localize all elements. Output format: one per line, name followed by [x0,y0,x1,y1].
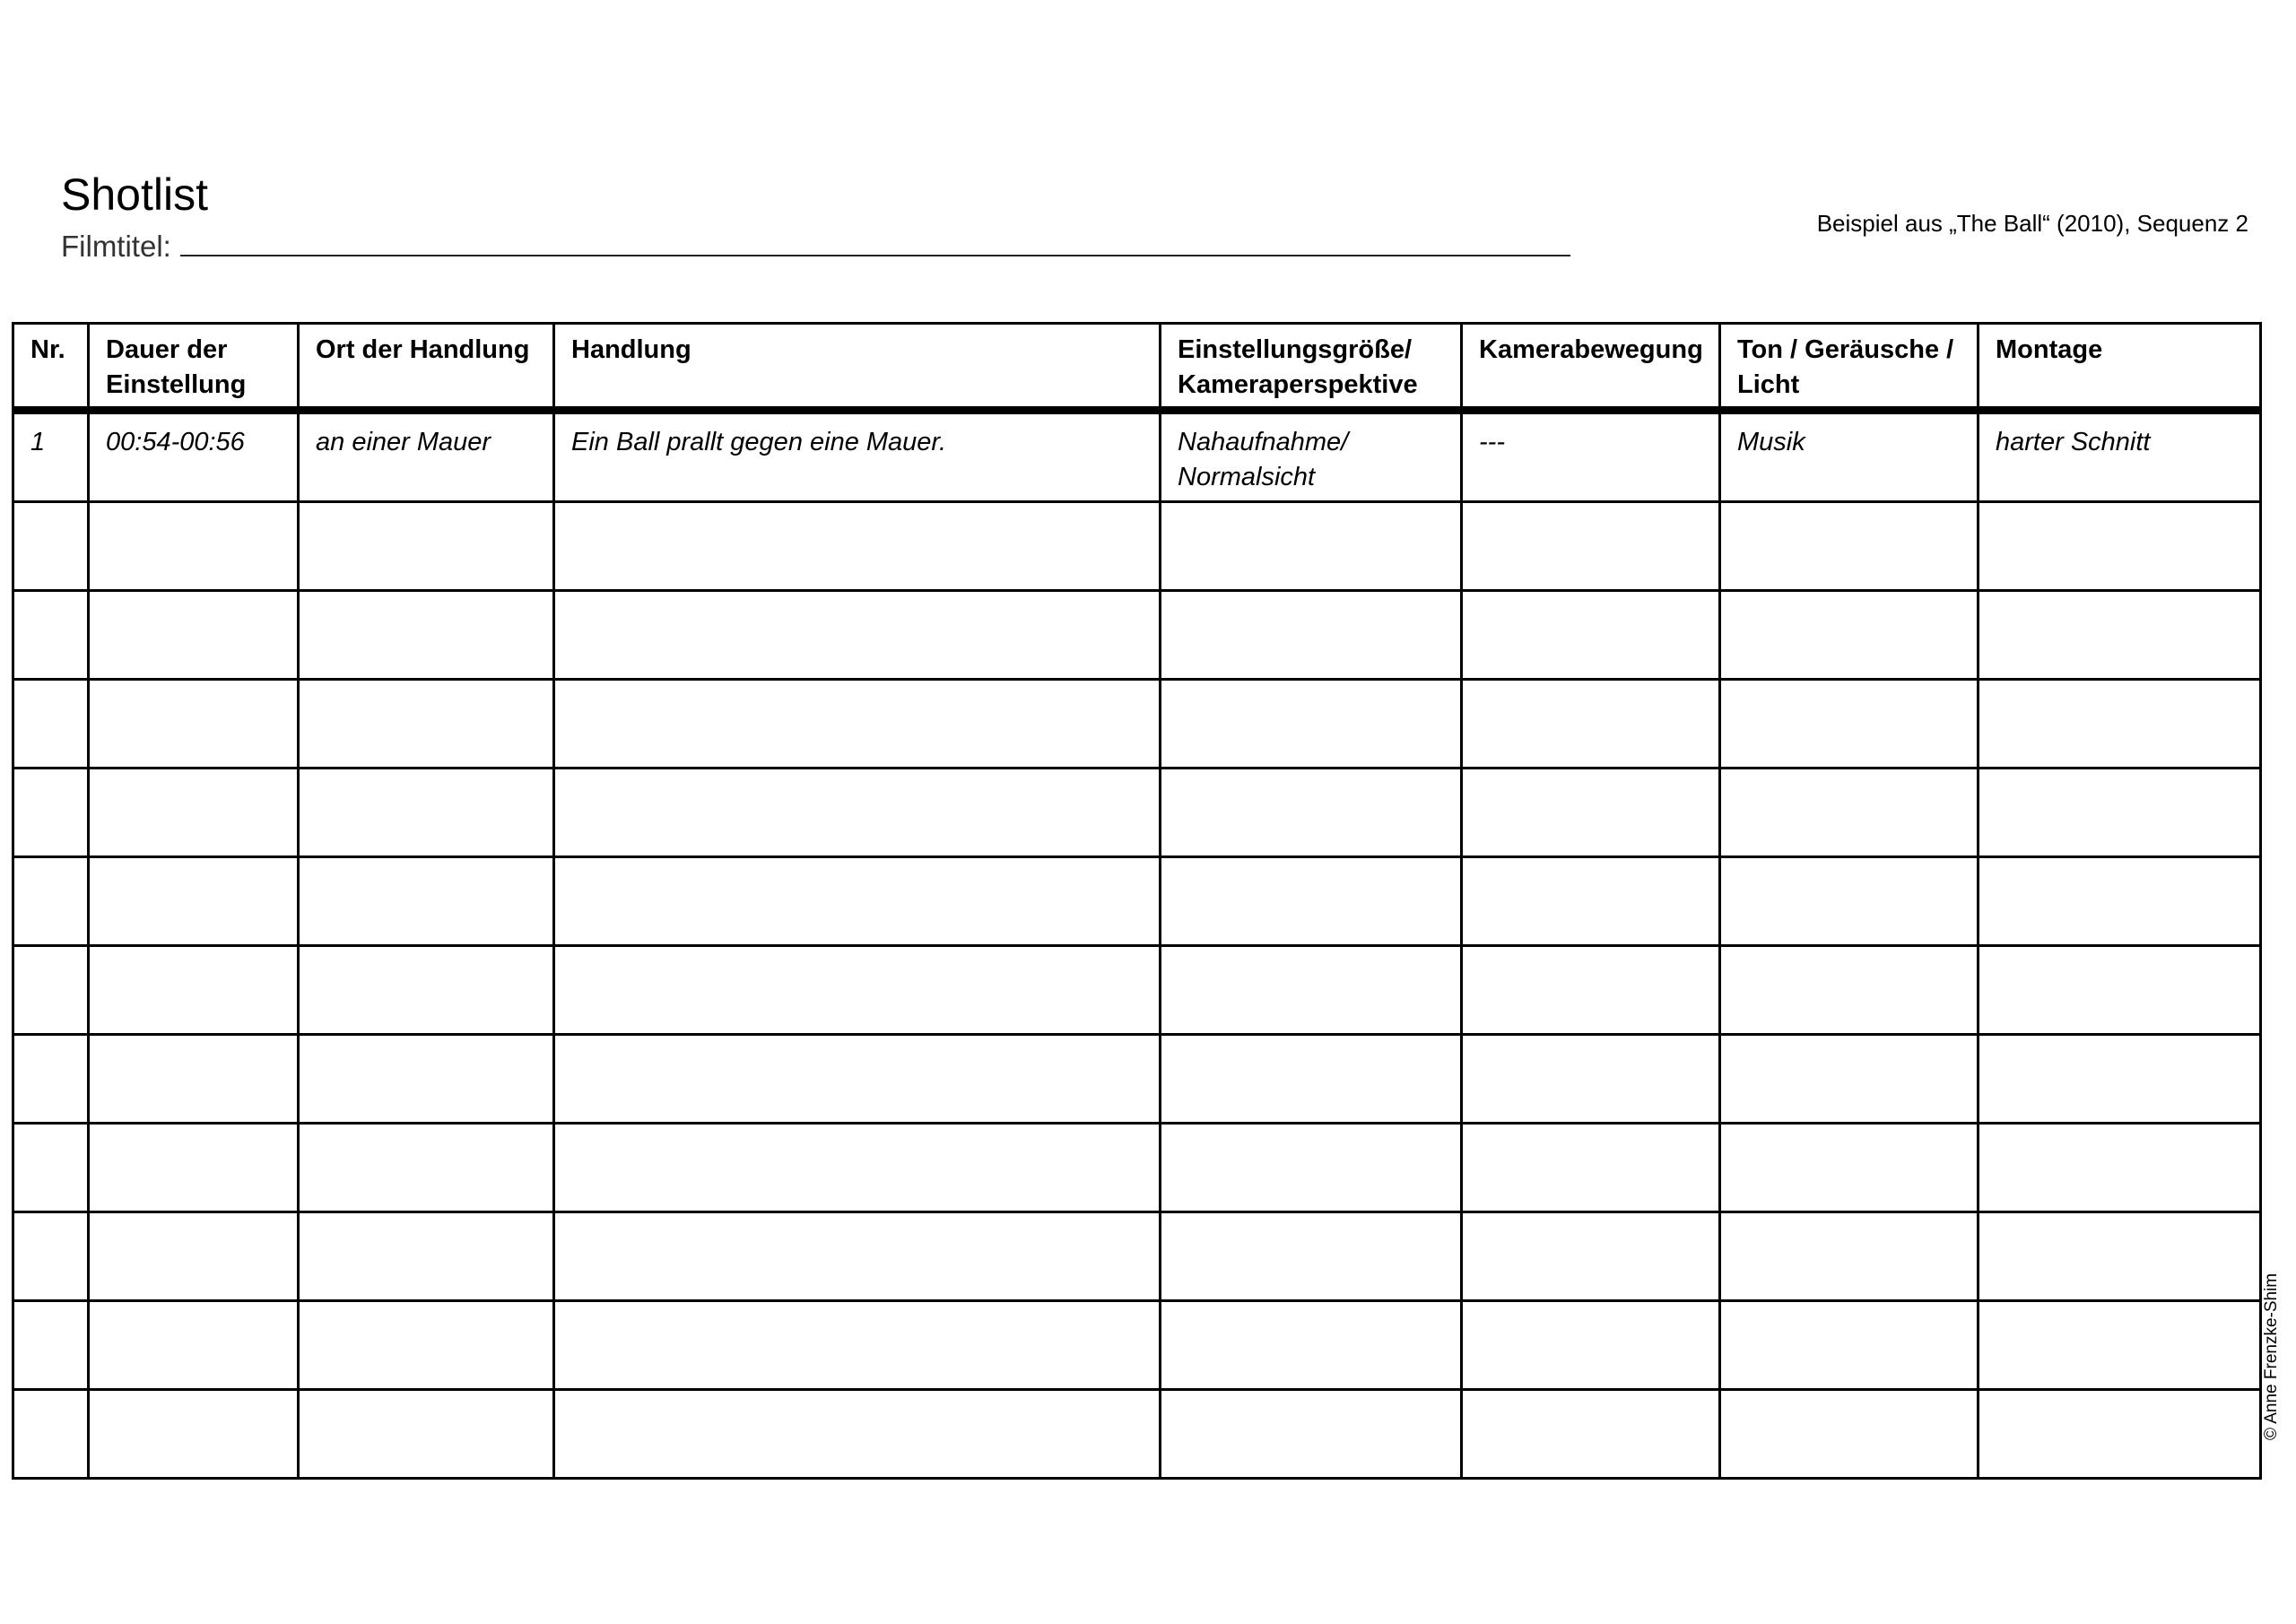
cell-handlung[interactable] [554,769,1161,857]
cell-dauer[interactable] [89,946,299,1035]
cell-kamerabewegung[interactable] [1462,1124,1720,1212]
cell-ort[interactable] [299,680,554,769]
cell-kamerabewegung[interactable]: --- [1462,411,1720,502]
cell-ton[interactable] [1720,769,1979,857]
cell-handlung[interactable] [554,680,1161,769]
cell-einstellung[interactable] [1161,680,1462,769]
cell-ort[interactable] [299,1124,554,1212]
cell-ton[interactable] [1720,857,1979,946]
cell-dauer[interactable] [89,857,299,946]
cell-montage[interactable] [1979,1390,2261,1479]
cell-nr[interactable] [13,1035,89,1124]
cell-kamerabewegung[interactable] [1462,946,1720,1035]
cell-nr[interactable] [13,502,89,591]
cell-ort[interactable] [299,1212,554,1301]
cell-kamerabewegung[interactable] [1462,1390,1720,1479]
cell-handlung[interactable] [554,946,1161,1035]
cell-montage[interactable] [1979,769,2261,857]
cell-ort[interactable] [299,769,554,857]
cell-handlung[interactable] [554,857,1161,946]
cell-ton[interactable] [1720,946,1979,1035]
cell-kamerabewegung[interactable] [1462,769,1720,857]
column-header-dauer: Dauer der Einstellung [89,324,299,411]
cell-einstellung[interactable] [1161,591,1462,680]
cell-ton[interactable] [1720,591,1979,680]
cell-montage[interactable] [1979,857,2261,946]
cell-einstellung[interactable] [1161,502,1462,591]
cell-ton[interactable] [1720,1390,1979,1479]
cell-handlung[interactable] [554,1035,1161,1124]
table-row [13,680,2261,769]
column-header-handlung: Handlung [554,324,1161,411]
film-title-field [61,231,1586,261]
cell-ort[interactable] [299,502,554,591]
cell-handlung[interactable] [554,1212,1161,1301]
cell-montage[interactable] [1979,680,2261,769]
cell-einstellung[interactable] [1161,1035,1462,1124]
page-title: Shotlist [61,169,208,220]
table-row [13,411,2261,502]
cell-dauer[interactable] [89,1035,299,1124]
cell-kamerabewegung[interactable] [1462,591,1720,680]
cell-einstellung[interactable] [1161,1212,1462,1301]
cell-ort[interactable]: an einer Mauer [299,411,554,502]
column-header-einstellung: Einstellungsgröße/ Kameraperspektive [1161,324,1462,411]
cell-dauer[interactable] [89,502,299,591]
cell-ort[interactable] [299,1035,554,1124]
cell-einstellung[interactable] [1161,946,1462,1035]
cell-kamerabewegung[interactable] [1462,1212,1720,1301]
cell-montage[interactable] [1979,1035,2261,1124]
table-row [13,1124,2261,1212]
cell-nr[interactable] [13,1301,89,1390]
table-row [13,857,2261,946]
cell-ort[interactable] [299,857,554,946]
cell-ton[interactable] [1720,680,1979,769]
cell-montage[interactable]: harter Schnitt [1979,411,2261,502]
cell-ort[interactable] [299,1390,554,1479]
cell-kamerabewegung[interactable] [1462,502,1720,591]
cell-einstellung[interactable] [1161,769,1462,857]
cell-einstellung[interactable] [1161,1301,1462,1390]
cell-ton[interactable] [1720,1301,1979,1390]
film-title-label: Filmtitel: [61,231,171,261]
cell-ton[interactable]: Musik [1720,411,1979,502]
cell-dauer[interactable] [89,680,299,769]
column-header-nr: Nr. [13,324,89,411]
cell-nr[interactable] [13,1212,89,1301]
cell-montage[interactable] [1979,946,2261,1035]
cell-ton[interactable] [1720,1124,1979,1212]
cell-nr[interactable] [13,769,89,857]
cell-dauer[interactable] [89,1301,299,1390]
cell-dauer[interactable] [89,769,299,857]
cell-nr[interactable] [13,680,89,769]
cell-montage[interactable] [1979,1124,2261,1212]
cell-dauer[interactable] [89,591,299,680]
table-header-row [13,324,2261,411]
cell-kamerabewegung[interactable] [1462,1035,1720,1124]
cell-dauer[interactable]: 00:54-00:56 [89,411,299,502]
cell-dauer[interactable] [89,1212,299,1301]
column-header-montage: Montage [1979,324,2261,411]
cell-montage[interactable] [1979,591,2261,680]
cell-ton[interactable] [1720,1212,1979,1301]
cell-handlung[interactable] [554,502,1161,591]
cell-einstellung[interactable]: Nahaufnahme/ Normalsicht [1161,411,1462,502]
cell-nr[interactable] [13,1124,89,1212]
cell-nr[interactable] [13,857,89,946]
cell-nr[interactable] [13,946,89,1035]
cell-kamerabewegung[interactable] [1462,680,1720,769]
cell-einstellung[interactable] [1161,1390,1462,1479]
cell-montage[interactable] [1979,1212,2261,1301]
cell-handlung[interactable] [554,1124,1161,1212]
table-body [13,411,2261,1479]
table-row [13,1035,2261,1124]
table-row [13,1390,2261,1479]
copyright-note: © Anne Frenzke-Shim [2262,1272,2281,1440]
cell-ton[interactable] [1720,1035,1979,1124]
cell-montage[interactable] [1979,502,2261,591]
table-row [13,946,2261,1035]
cell-ort[interactable] [299,591,554,680]
cell-montage[interactable] [1979,1301,2261,1390]
cell-ton[interactable] [1720,502,1979,591]
shotlist-table [12,322,2262,1480]
cell-dauer[interactable] [89,1390,299,1479]
cell-nr[interactable] [13,1390,89,1479]
table-row [13,502,2261,591]
table-row [13,769,2261,857]
cell-nr[interactable] [13,591,89,680]
table-row [13,591,2261,680]
cell-einstellung[interactable] [1161,1124,1462,1212]
column-header-ort: Ort der Handlung [299,324,554,411]
cell-handlung[interactable]: Ein Ball prallt gegen eine Mauer. [554,411,1161,502]
cell-kamerabewegung[interactable] [1462,1301,1720,1390]
cell-handlung[interactable] [554,1301,1161,1390]
cell-ort[interactable] [299,946,554,1035]
cell-dauer[interactable] [89,1124,299,1212]
column-header-ton: Ton / Geräusche / Licht [1720,324,1979,411]
cell-ort[interactable] [299,1301,554,1390]
cell-kamerabewegung[interactable] [1462,857,1720,946]
example-note: Beispiel aus „The Ball“ (2010), Sequenz 2 [1816,210,2248,237]
table-row [13,1301,2261,1390]
table-row [13,1212,2261,1301]
column-header-kamerabewegung: Kamerabewegung [1462,324,1720,411]
film-title-blank-line[interactable] [180,255,1570,256]
cell-einstellung[interactable] [1161,857,1462,946]
cell-nr[interactable]: 1 [13,411,89,502]
cell-handlung[interactable] [554,1390,1161,1479]
cell-handlung[interactable] [554,591,1161,680]
